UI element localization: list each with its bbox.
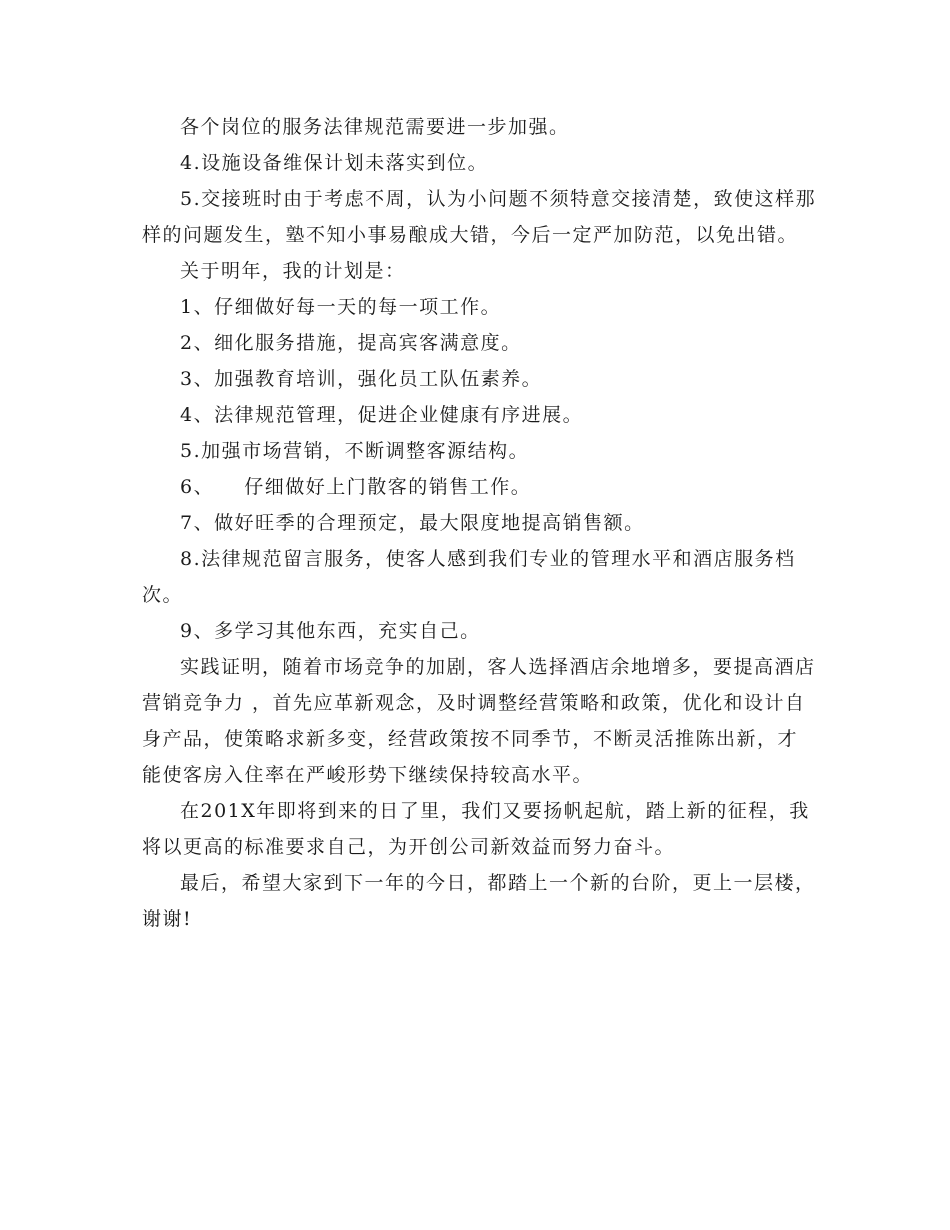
paragraph-new-year: 在201X年即将到来的日了里，我们又要扬帆起航，踏上新的征程，我将以更高的标准要求自己，为开创公司新效益而努力奋斗。 — [142, 800, 810, 858]
paragraph-closing: 最后，希望大家到下一年的今日，都踏上一个新的台阶，更上一层楼，谢谢! — [142, 872, 816, 930]
paragraph-issue-5: 5.交接班时由于考虑不周，认为小问题不须特意交接清楚，致使这样那样的问题发生，塾不知小事易酿成大错，今后一定严加防范，以免出错。 — [142, 188, 817, 246]
paragraph-post-standards: 各个岗位的服务法律规范需要进一步加强。 — [180, 116, 570, 138]
document-body — [142, 109, 824, 937]
paragraph-plan-6: 6、 仔细做好上门散客的销售工作。 — [180, 476, 532, 498]
paragraph-plan-3: 3、加强教育培训，强化员工队伍素养。 — [180, 368, 543, 390]
paragraph-practice: 实践证明，随着市场竞争的加剧，客人选择酒店余地增多，要提高酒店 营销竞争力 ，首先应革新观念，及时调整经营策略和政策，优化和设计自身产品，使策略求新多变，经营政策按不同季节，不断灵活推陈出新，才能使客房入住率在严峻形势下继续保持较高水平。 — [142, 656, 824, 786]
paragraph-plan-intro: 关于明年，我的计划是： — [180, 260, 406, 282]
paragraph-plan-9: 9、多学习其他东西，充实自己。 — [180, 620, 481, 642]
paragraph-plan-8: 8.法律规范留言服务，使客人感到我们专业的管理水平和酒店服务档次。 — [142, 548, 796, 606]
paragraph-plan-7: 7、做好旺季的合理预定，最大限度地提高销售额。 — [180, 512, 645, 534]
paragraph-plan-2: 2、细化服务措施，提高宾客满意度。 — [180, 332, 522, 354]
paragraph-issue-4: 4.设施设备维保计划未落实到位。 — [180, 152, 489, 174]
paragraph-plan-1: 1、仔细做好每一天的每一项工作。 — [180, 296, 502, 318]
paragraph-plan-4: 4、法律规范管理，促进企业健康有序进展。 — [180, 404, 584, 426]
paragraph-plan-5: 5.加强市场营销，不断调整客源结构。 — [180, 440, 530, 462]
